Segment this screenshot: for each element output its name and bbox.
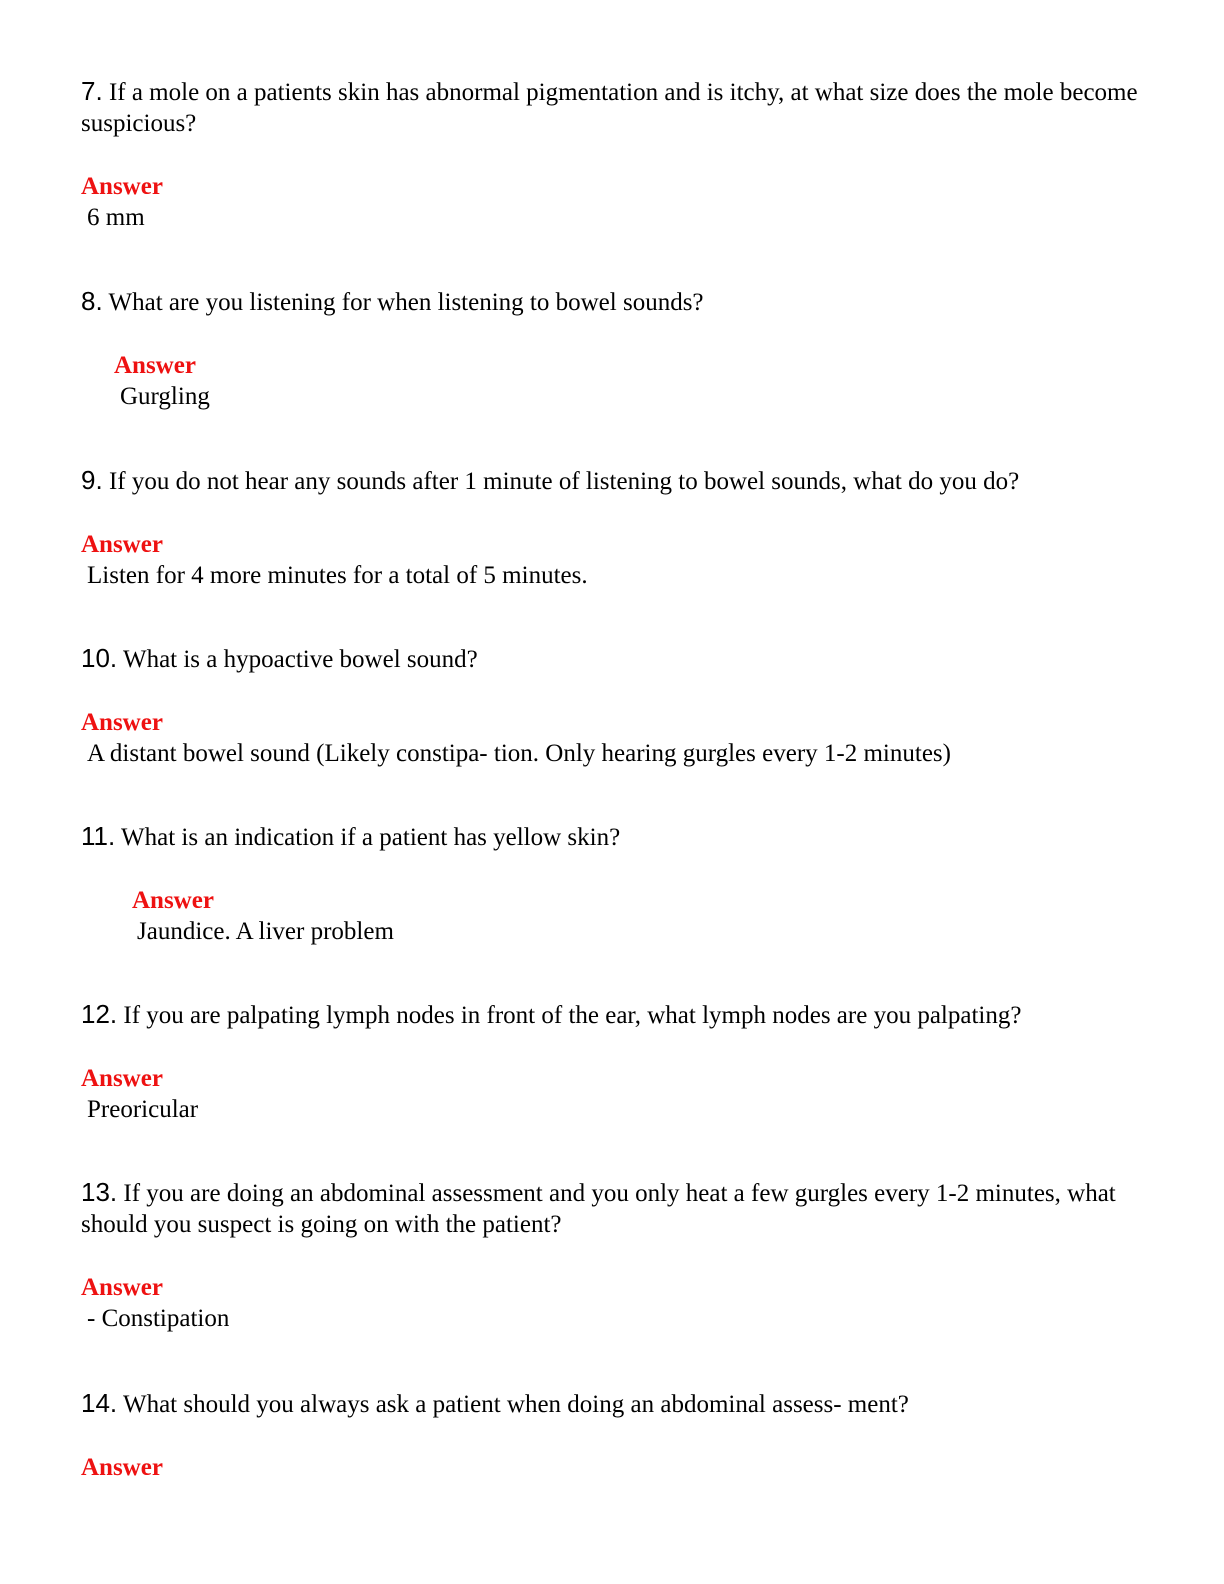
question-8	[81, 286, 1151, 318]
question-text: If a mole on a patients skin has abnormal pigmentation and is itchy, at what size does the mole become suspicious?	[81, 79, 1138, 137]
answer-label: Answer	[81, 1274, 163, 1301]
answer-text: - Constipation	[87, 1305, 230, 1332]
question-number: 12.	[81, 999, 118, 1029]
question-number: 8.	[81, 286, 103, 316]
question-text: If you are doing an abdominal assessment and you only heat a few gurgles every 1-2 minutes, what should you suspect is going on with the patient?	[81, 1180, 1116, 1238]
answer-label: Answer	[81, 173, 163, 200]
qa-item-13	[81, 1177, 1151, 1334]
qa-item-7	[81, 76, 1151, 233]
question-12	[81, 999, 1151, 1031]
answer-text: Jaundice. A liver problem	[137, 918, 394, 945]
answer-label: Answer	[81, 709, 163, 736]
question-number: 14.	[81, 1388, 118, 1418]
qa-item-14	[81, 1388, 1151, 1483]
qa-item-10	[81, 643, 1151, 769]
question-text: What should you always ask a patient when doing an abdominal assess- ment?	[122, 1391, 909, 1418]
question-10	[81, 643, 1151, 675]
answer-label: Answer	[81, 531, 163, 558]
question-number: 9.	[81, 465, 103, 495]
question-13	[81, 1177, 1151, 1240]
question-14	[81, 1388, 1151, 1420]
question-text: If you are palpating lymph nodes in front of the ear, what lymph nodes are you palpating?	[123, 1002, 1022, 1029]
qa-item-8	[81, 286, 1151, 412]
qa-item-9	[81, 465, 1151, 591]
question-number: 13.	[81, 1177, 118, 1207]
question-text: What is a hypoactive bowel sound?	[122, 646, 478, 673]
answer-text: 6 mm	[87, 204, 145, 231]
question-7	[81, 76, 1151, 139]
qa-item-11	[81, 821, 1151, 947]
answer-label: Answer	[114, 352, 196, 379]
answer-label: Answer	[132, 887, 214, 914]
question-11	[81, 821, 1151, 853]
answer-text: Preoricular	[87, 1096, 199, 1123]
question-number: 7.	[81, 76, 103, 106]
answer-text: Gurgling	[120, 383, 210, 410]
question-text: What are you listening for when listening to bowel sounds?	[108, 289, 704, 316]
question-text: If you do not hear any sounds after 1 minute of listening to bowel sounds, what do you do?	[108, 468, 1020, 495]
question-text: What is an indication if a patient has yellow skin?	[121, 824, 621, 851]
question-number: 11.	[81, 821, 116, 851]
question-9	[81, 465, 1151, 497]
qa-item-12	[81, 999, 1151, 1125]
answer-label: Answer	[81, 1065, 163, 1092]
question-number: 10.	[81, 643, 118, 673]
answer-text: Listen for 4 more minutes for a total of 5 minutes.	[87, 562, 588, 589]
answer-text: A distant bowel sound (Likely constipa- tion. Only hearing gurgles every 1-2 minutes)	[87, 740, 951, 767]
answer-label: Answer	[81, 1454, 163, 1481]
